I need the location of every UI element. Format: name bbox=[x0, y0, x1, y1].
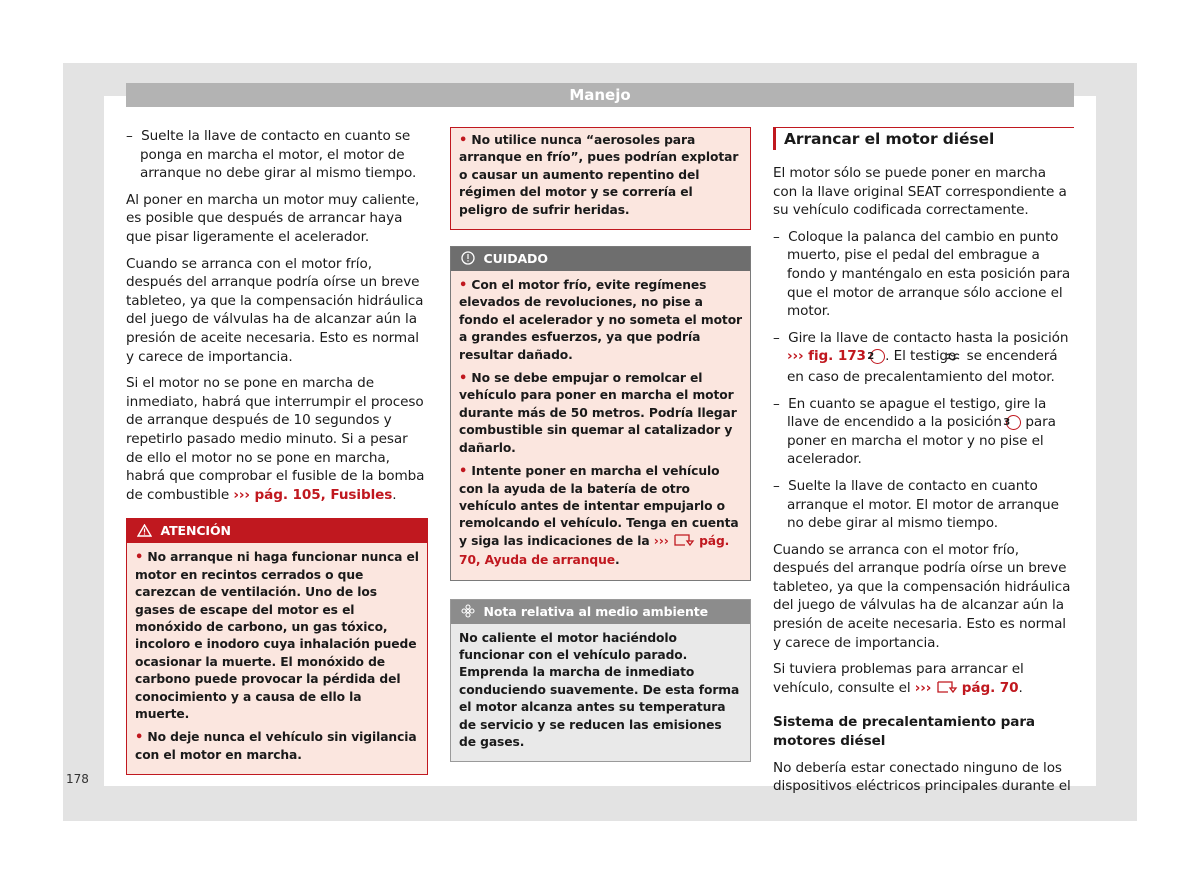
position-marker: 3 bbox=[1006, 415, 1021, 430]
aerosol-bullet: • No utilice nunca “aerosoles para arranque en frío”, pues podrían explotar o causar un aumento repentino del régimen del motor y se correría el peligro de sufrir heridas. bbox=[459, 133, 739, 217]
atencion-bullet: • No deje nunca el vehículo sin vigilancia con el motor en marcha. bbox=[135, 730, 417, 762]
environment-note-box bbox=[450, 599, 751, 763]
jump-start-link[interactable]: pág. 70, Ayuda de arranque bbox=[459, 533, 730, 568]
atencion-bullet: • No arranque ni haga funcionar nunca el motor en recintos cerrados o que carezcan de ventilación. Uno de los gases de escape del motor es el monóxido de carbono, un gas tóxico, incoloro e inodoro cuya inhalación puede ocasionar la muerte. El monóxido de carbono puede provocar la pérdida del conocimiento y a causa de ello la muerte. bbox=[135, 550, 419, 721]
list-item: – Suelte la llave de contacto en cuanto se ponga en marcha el motor, el motor de arranque no debe girar al mismo tiempo. bbox=[126, 128, 417, 182]
cuidado-bullet: • Intente poner en marcha el vehículo con la ayuda de la batería de otro vehículo antes de intentar empujarlo o remolcando el vehículo. Tenga en cuenta y siga las indicaciones de la ››› pág. 70, Ayuda de arranque. bbox=[459, 464, 739, 568]
cuidado-bullet: • No se debe empujar o remolcar el vehículo para poner en marcha el motor durante más de 50 metros. Podría llegar combustible sin quemar al catalizador y dañarlo. bbox=[459, 371, 737, 455]
list-item: – Suelte la llave de contacto en cuanto arranque el motor. El motor de arranque no debe girar al mismo tiempo. bbox=[773, 477, 1059, 532]
atencion-box bbox=[126, 518, 428, 775]
cuidado-header: CUIDADO bbox=[451, 247, 750, 271]
list-item: – En cuanto se apague el testigo, gire la llave de encendido a la posición 3 para poner en marcha el motor y no pise el acelerador. bbox=[773, 395, 1056, 468]
environment-note-text: No caliente el motor haciéndolo funcionar con el vehículo parado. Emprenda la marcha de inmediato conduciendo suavemente. De esta forma el motor alcanza antes su temperatura de servicio y se reducen las emisiones de gases. bbox=[459, 630, 740, 749]
section-title: Arrancar el motor diésel bbox=[773, 127, 1074, 150]
paragraph: Si tuviera problemas para arrancar el vehículo, consulte el ››› pág. 70. bbox=[773, 660, 1074, 699]
fuses-link[interactable]: ››› pág. 105, Fusibles bbox=[233, 486, 393, 503]
page-70-link[interactable]: pág. 70 bbox=[961, 679, 1019, 696]
paragraph: Si el motor no se pone en marcha de inmediato, habrá que interrumpir el proceso de arranque después de 10 segundos y repetirlo pasado medio minuto. Si a pesar de ello el motor no se pone en marcha, habrá que comprobar el fusible de la bomba de combustible ››› pág. 105, Fusibles. bbox=[126, 375, 425, 503]
info-circle-icon bbox=[461, 249, 475, 273]
subsection-title: Sistema de precalentamiento para motores diésel bbox=[773, 714, 1035, 750]
environment-note-header: Nota relativa al medio ambiente bbox=[451, 600, 750, 624]
book-reference-icon bbox=[936, 680, 958, 700]
page-number: 178 bbox=[66, 772, 89, 786]
figure-link[interactable]: ››› fig. 173 bbox=[787, 348, 866, 365]
column-left bbox=[126, 127, 428, 785]
atencion-header: ATENCIÓN bbox=[127, 519, 427, 543]
section-header: Manejo bbox=[126, 83, 1074, 107]
glow-plug-icon bbox=[960, 349, 962, 368]
column-right bbox=[773, 127, 1074, 804]
paragraph: Cuando se arranca con el motor frío, después del arranque podría oírse un breve tableteo, ya que la compensación hidráulica del juego de válvulas ha de alcanzar aún la presión de aceite necesaria. Esto es normal y carece de importancia. bbox=[773, 541, 1071, 651]
column-middle bbox=[450, 127, 751, 772]
warning-triangle-icon bbox=[137, 521, 152, 545]
aerosol-warning-box bbox=[450, 127, 751, 230]
paragraph: El motor sólo se puede poner en marcha con la llave original SEAT correspondiente a su vehículo codificada correctamente. bbox=[773, 165, 1067, 219]
paragraph: Cuando se arranca con el motor frío, después del arranque podría oírse un breve tableteo, ya que la compensación hidráulica del juego de válvulas ha de alcanzar aún la presión de aceite necesaria. Esto es normal y carece de importancia. bbox=[126, 255, 424, 365]
list-item: – Coloque la palanca del cambio en punto muerto, pise el pedal del embrague a fondo y manténgalo en esta posición para que el motor de arranque sólo accione el motor. bbox=[773, 228, 1071, 320]
list-item: – Gire la llave de contacto hasta la posición ››› fig. 173 2 . El testigo se encenderá en caso de precalentamiento del motor. bbox=[773, 329, 1069, 385]
paragraph: No debería estar conectado ninguno de los dispositivos eléctricos principales durante el bbox=[773, 759, 1071, 795]
flower-icon bbox=[461, 602, 475, 626]
paragraph: Al poner en marcha un motor muy caliente, es posible que después de arrancar haya que pisar ligeramente el acelerador. bbox=[126, 191, 420, 245]
position-marker: 2 bbox=[870, 349, 885, 364]
book-reference-icon bbox=[673, 533, 695, 552]
cuidado-box bbox=[450, 246, 751, 581]
cuidado-bullet: • Con el motor frío, evite regímenes elevados de revoluciones, no pise a fondo el acelerador y no someta el motor a grandes esfuerzos, ya que podría resultar dañado. bbox=[459, 278, 743, 362]
